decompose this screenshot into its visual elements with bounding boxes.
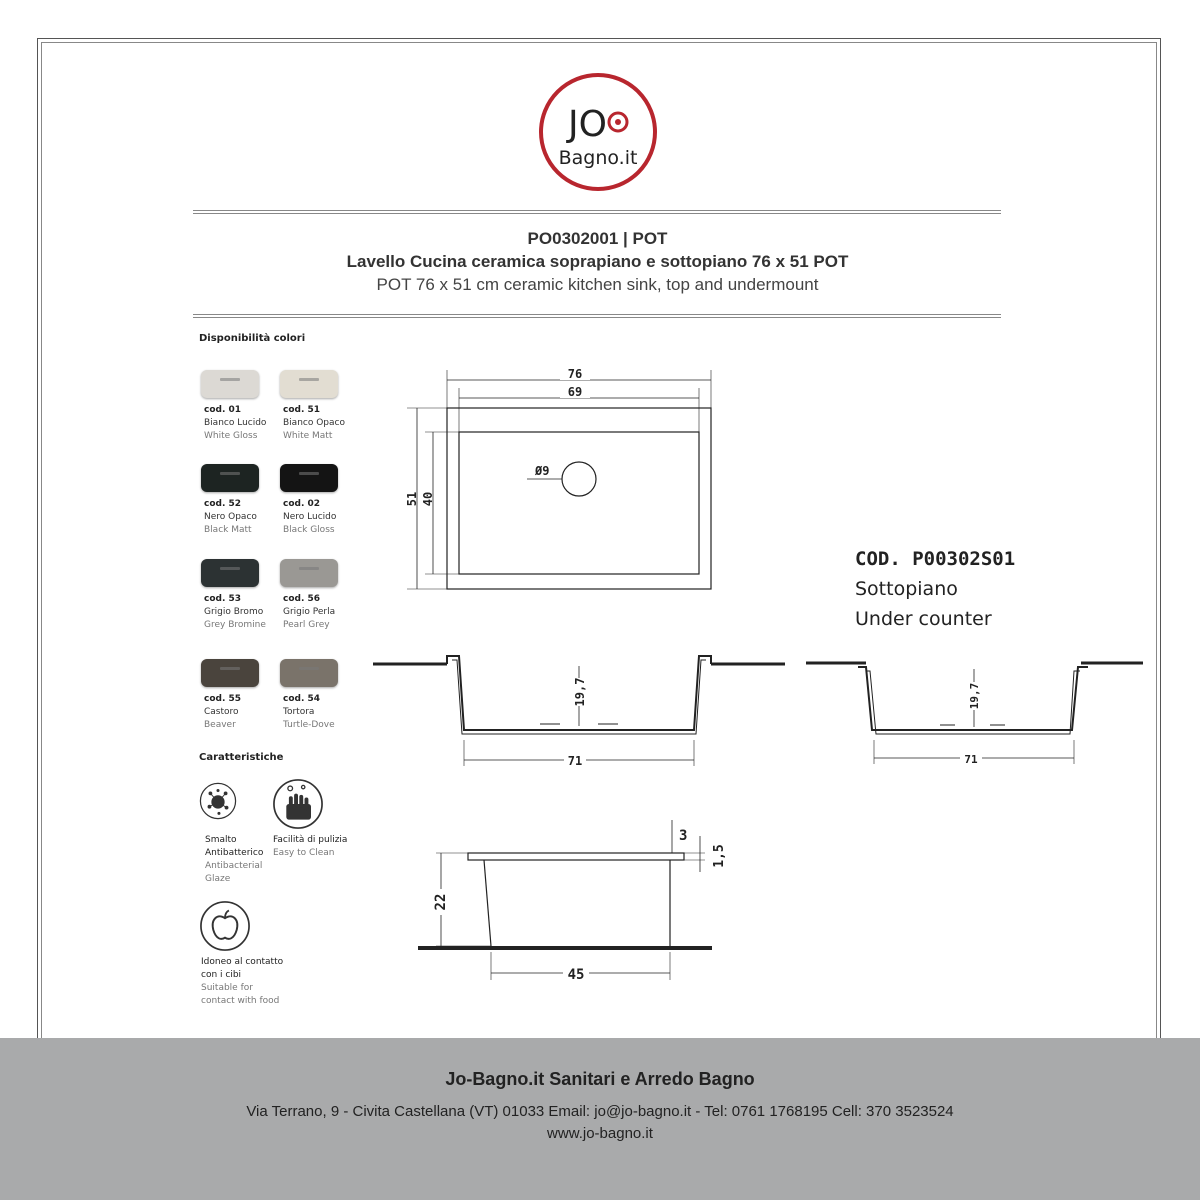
top-view (407, 370, 711, 589)
dim-outer-width: 76 (567, 367, 583, 381)
color-name-it: Tortora (283, 707, 315, 717)
color-name-it: Nero Lucido (283, 512, 337, 522)
footer (0, 1038, 1200, 1200)
dim-rim: 3 (679, 828, 688, 844)
color-name-it: Castoro (204, 707, 239, 717)
product-title-en: POT 76 x 51 cm ceramic kitchen sink, top and undermount (376, 275, 819, 294)
dim-section-depth: 19,7 (573, 677, 587, 707)
dim-side-width: 45 (567, 967, 585, 983)
color-name-it: Grigio Bromo (204, 607, 264, 617)
feature-antibacterial-en-2: Glaze (205, 874, 231, 884)
feature-easy-clean-it: Facilità di pulizia (273, 835, 348, 845)
color-code: cod. 56 (283, 594, 321, 604)
color-name-it: Nero Opaco (204, 512, 257, 522)
logo-top-text: JO (568, 104, 607, 145)
undermount-name-it: Sottopiano (855, 578, 958, 600)
feature-antibacterial-it-2: Antibatterico (205, 848, 264, 858)
footer-website[interactable]: www.jo-bagno.it (547, 1125, 653, 1142)
color-code: cod. 55 (204, 694, 242, 704)
color-code: cod. 52 (204, 499, 242, 509)
color-name-en: Black Matt (204, 525, 252, 535)
color-code: cod. 51 (283, 405, 321, 415)
color-name-en: Pearl Grey (283, 620, 330, 630)
dim-rim-thin: 1,5 (712, 844, 727, 868)
color-name-en: Black Gloss (283, 525, 335, 535)
color-code: cod. 02 (283, 499, 321, 509)
color-name-it: Bianco Lucido (204, 418, 267, 428)
feature-food-safe-it-2: con i cibi (201, 970, 242, 980)
color-name-it: Bianco Opaco (283, 418, 345, 428)
dim-under-depth: 19,7 (968, 682, 981, 710)
colors-section-label: Disponibilità colori (199, 333, 306, 344)
logo-bottom-text: Bagno.it (558, 147, 638, 169)
product-code: PO0302001 | POT (527, 229, 668, 248)
undermount-code: COD. P00302S01 (855, 548, 1016, 570)
color-name-en: White Matt (283, 431, 333, 441)
feature-antibacterial-it-1: Smalto (205, 835, 237, 845)
color-code: cod. 54 (283, 694, 321, 704)
color-code: cod. 53 (204, 594, 242, 604)
color-name-en: Beaver (204, 720, 236, 730)
color-code: cod. 01 (204, 405, 242, 415)
color-name-en: White Gloss (204, 431, 258, 441)
product-title-it: Lavello Cucina ceramica soprapiano e sottopiano 76 x 51 POT (346, 252, 849, 271)
feature-antibacterial-en-1: Antibacterial (205, 861, 263, 871)
dim-under-width: 71 (964, 753, 978, 766)
side-view (418, 820, 712, 980)
undermount-name-en: Under counter (855, 608, 992, 630)
feature-food-safe-it-1: Idoneo al contatto (201, 957, 284, 967)
color-name-en: Grey Bromine (204, 620, 266, 630)
section-topmount (373, 656, 785, 766)
feature-easy-clean-en: Easy to Clean (273, 848, 335, 858)
dim-inner-depth: 40 (421, 491, 435, 507)
feature-food-safe-en-2: contact with food (201, 996, 280, 1006)
dim-outer-depth: 51 (405, 491, 419, 507)
dim-drain: Ø9 (535, 464, 550, 478)
features-section-label: Caratteristiche (199, 752, 284, 763)
feature-food-safe-en-1: Suitable for (201, 983, 253, 993)
footer-company: Jo-Bagno.it Sanitari e Arredo Bagno (445, 1069, 755, 1089)
dim-inner-width: 69 (567, 385, 583, 399)
dim-section-width: 71 (567, 754, 583, 768)
dim-side-height: 22 (433, 893, 449, 911)
section-undermount (806, 663, 1143, 764)
color-name-en: Turtle-Dove (283, 720, 335, 730)
footer-address: Via Terrano, 9 - Civita Castellana (VT) 01033 Email: jo@jo-bagno.it - Tel: 0761 1768195 Cell: 370 3523524 (246, 1103, 954, 1120)
color-name-it: Grigio Perla (283, 607, 336, 617)
